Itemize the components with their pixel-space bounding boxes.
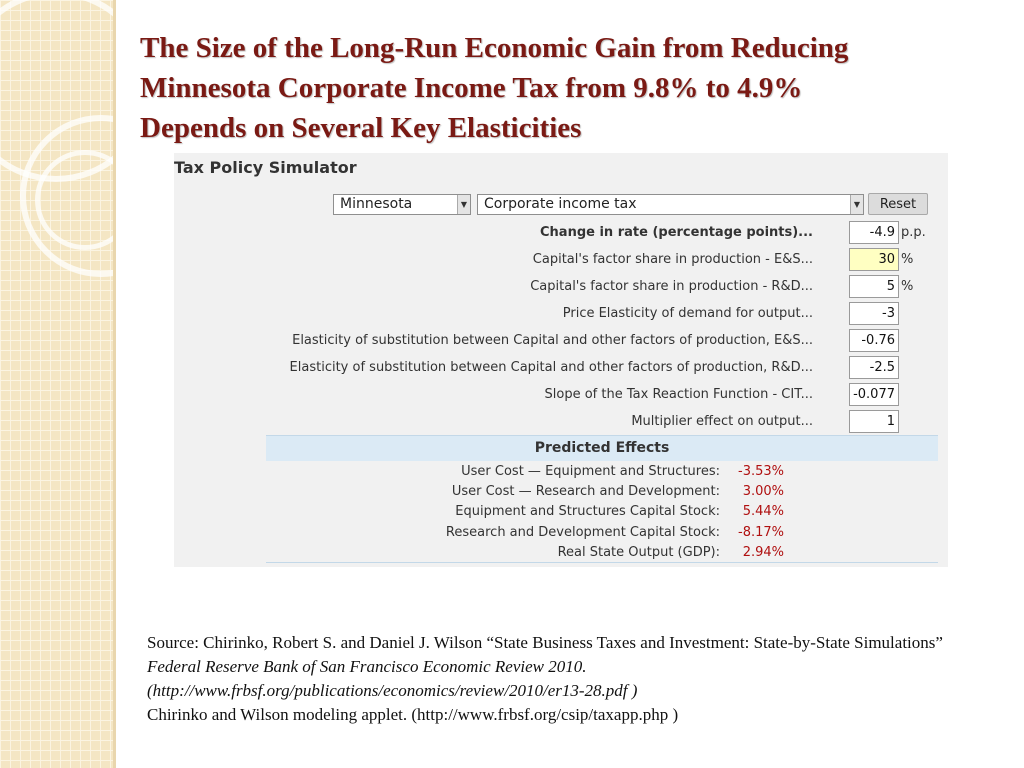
effect-label: Equipment and Structures Capital Stock:: [455, 504, 720, 519]
source-citation: [147, 631, 977, 727]
price-elasticity-input[interactable]: [849, 302, 899, 325]
param-row-capital-share-rd: [174, 275, 948, 299]
tax-type-select[interactable]: [477, 194, 864, 215]
param-label: Capital's factor share in production - R&D...: [530, 279, 813, 294]
effect-row: [174, 543, 948, 563]
effect-value: 5.44%: [742, 504, 784, 519]
param-label: Capital's factor share in production - E&S...: [532, 252, 813, 267]
param-label: Elasticity of substitution between Capital and other factors of production, E&S...: [292, 333, 813, 348]
predicted-effects-header: Predicted Effects: [266, 435, 938, 461]
tax-reaction-slope-input[interactable]: [849, 383, 899, 406]
effect-label: Research and Development Capital Stock:: [445, 525, 720, 540]
param-label: Slope of the Tax Reaction Function - CIT...: [544, 387, 813, 402]
source-line: [147, 631, 977, 679]
param-label: Change in rate (percentage points)...: [540, 225, 813, 240]
effect-label: User Cost — Equipment and Structures:: [461, 464, 720, 479]
param-label: Elasticity of substitution between Capital and other factors of production, R&D...: [289, 360, 813, 375]
param-unit: %: [901, 279, 914, 294]
capital-share-rd-input[interactable]: [849, 275, 899, 298]
state-select-value: Minnesota: [340, 196, 413, 212]
source-text: Source: Chirinko, Robert S. and Daniel J. Wilson “State Business Taxes and Investment: State-by-State Simulations”: [147, 633, 943, 652]
effect-value: -3.53%: [738, 464, 784, 479]
param-row-substitution-rd: [174, 356, 948, 380]
dropdown-arrow-icon[interactable]: ▼: [850, 195, 863, 214]
param-row-price-elasticity: [174, 302, 948, 326]
source-url-paper: (http://www.frbsf.org/publications/economics/review/2010/er13-28.pdf ): [147, 681, 638, 700]
param-label: Multiplier effect on output...: [631, 414, 813, 429]
effect-row: [174, 482, 948, 502]
param-row-multiplier: [174, 410, 948, 434]
param-row-tax-reaction-slope: [174, 383, 948, 407]
title-line: Depends on Several Key Elasticities: [140, 112, 582, 144]
source-url-applet: Chirinko and Wilson modeling applet. (http://www.frbsf.org/csip/taxapp.php ): [147, 705, 679, 724]
param-unit: %: [901, 252, 914, 267]
effect-value: 3.00%: [742, 484, 784, 499]
tax-policy-simulator: [174, 153, 948, 567]
slide-title: [140, 28, 1000, 148]
dropdown-arrow-icon[interactable]: ▼: [457, 195, 470, 214]
capital-share-es-input[interactable]: [849, 248, 899, 271]
simulator-title: Tax Policy Simulator: [174, 158, 357, 177]
param-row-substitution-es: [174, 329, 948, 353]
effect-value: 2.94%: [742, 545, 784, 560]
strip-divider: [113, 0, 116, 768]
effect-label: User Cost — Research and Development:: [451, 484, 720, 499]
effect-row: [174, 462, 948, 482]
state-select[interactable]: [333, 194, 471, 215]
param-row-rate-change: [174, 221, 948, 245]
param-label: Price Elasticity of demand for output...: [562, 306, 813, 321]
effect-label: Real State Output (GDP):: [557, 545, 720, 560]
rate-change-input[interactable]: [849, 221, 899, 244]
reset-button[interactable]: Reset: [868, 193, 928, 215]
param-row-capital-share-es: [174, 248, 948, 272]
effects-divider: [266, 562, 938, 563]
multiplier-input[interactable]: [849, 410, 899, 433]
effect-row: [174, 502, 948, 522]
title-line: Minnesota Corporate Income Tax from 9.8% to 4.9%: [140, 72, 803, 104]
param-unit: p.p.: [901, 225, 926, 240]
substitution-es-input[interactable]: [849, 329, 899, 352]
decorative-side-strip: [0, 0, 113, 768]
journal-name: Federal Reserve Bank of San Francisco Economic Review 2010.: [147, 657, 587, 676]
substitution-rd-input[interactable]: [849, 356, 899, 379]
title-line: The Size of the Long-Run Economic Gain from Reducing: [140, 32, 849, 64]
tax-type-select-value: Corporate income tax: [484, 196, 637, 212]
effect-value: -8.17%: [738, 525, 784, 540]
effect-row: [174, 523, 948, 543]
